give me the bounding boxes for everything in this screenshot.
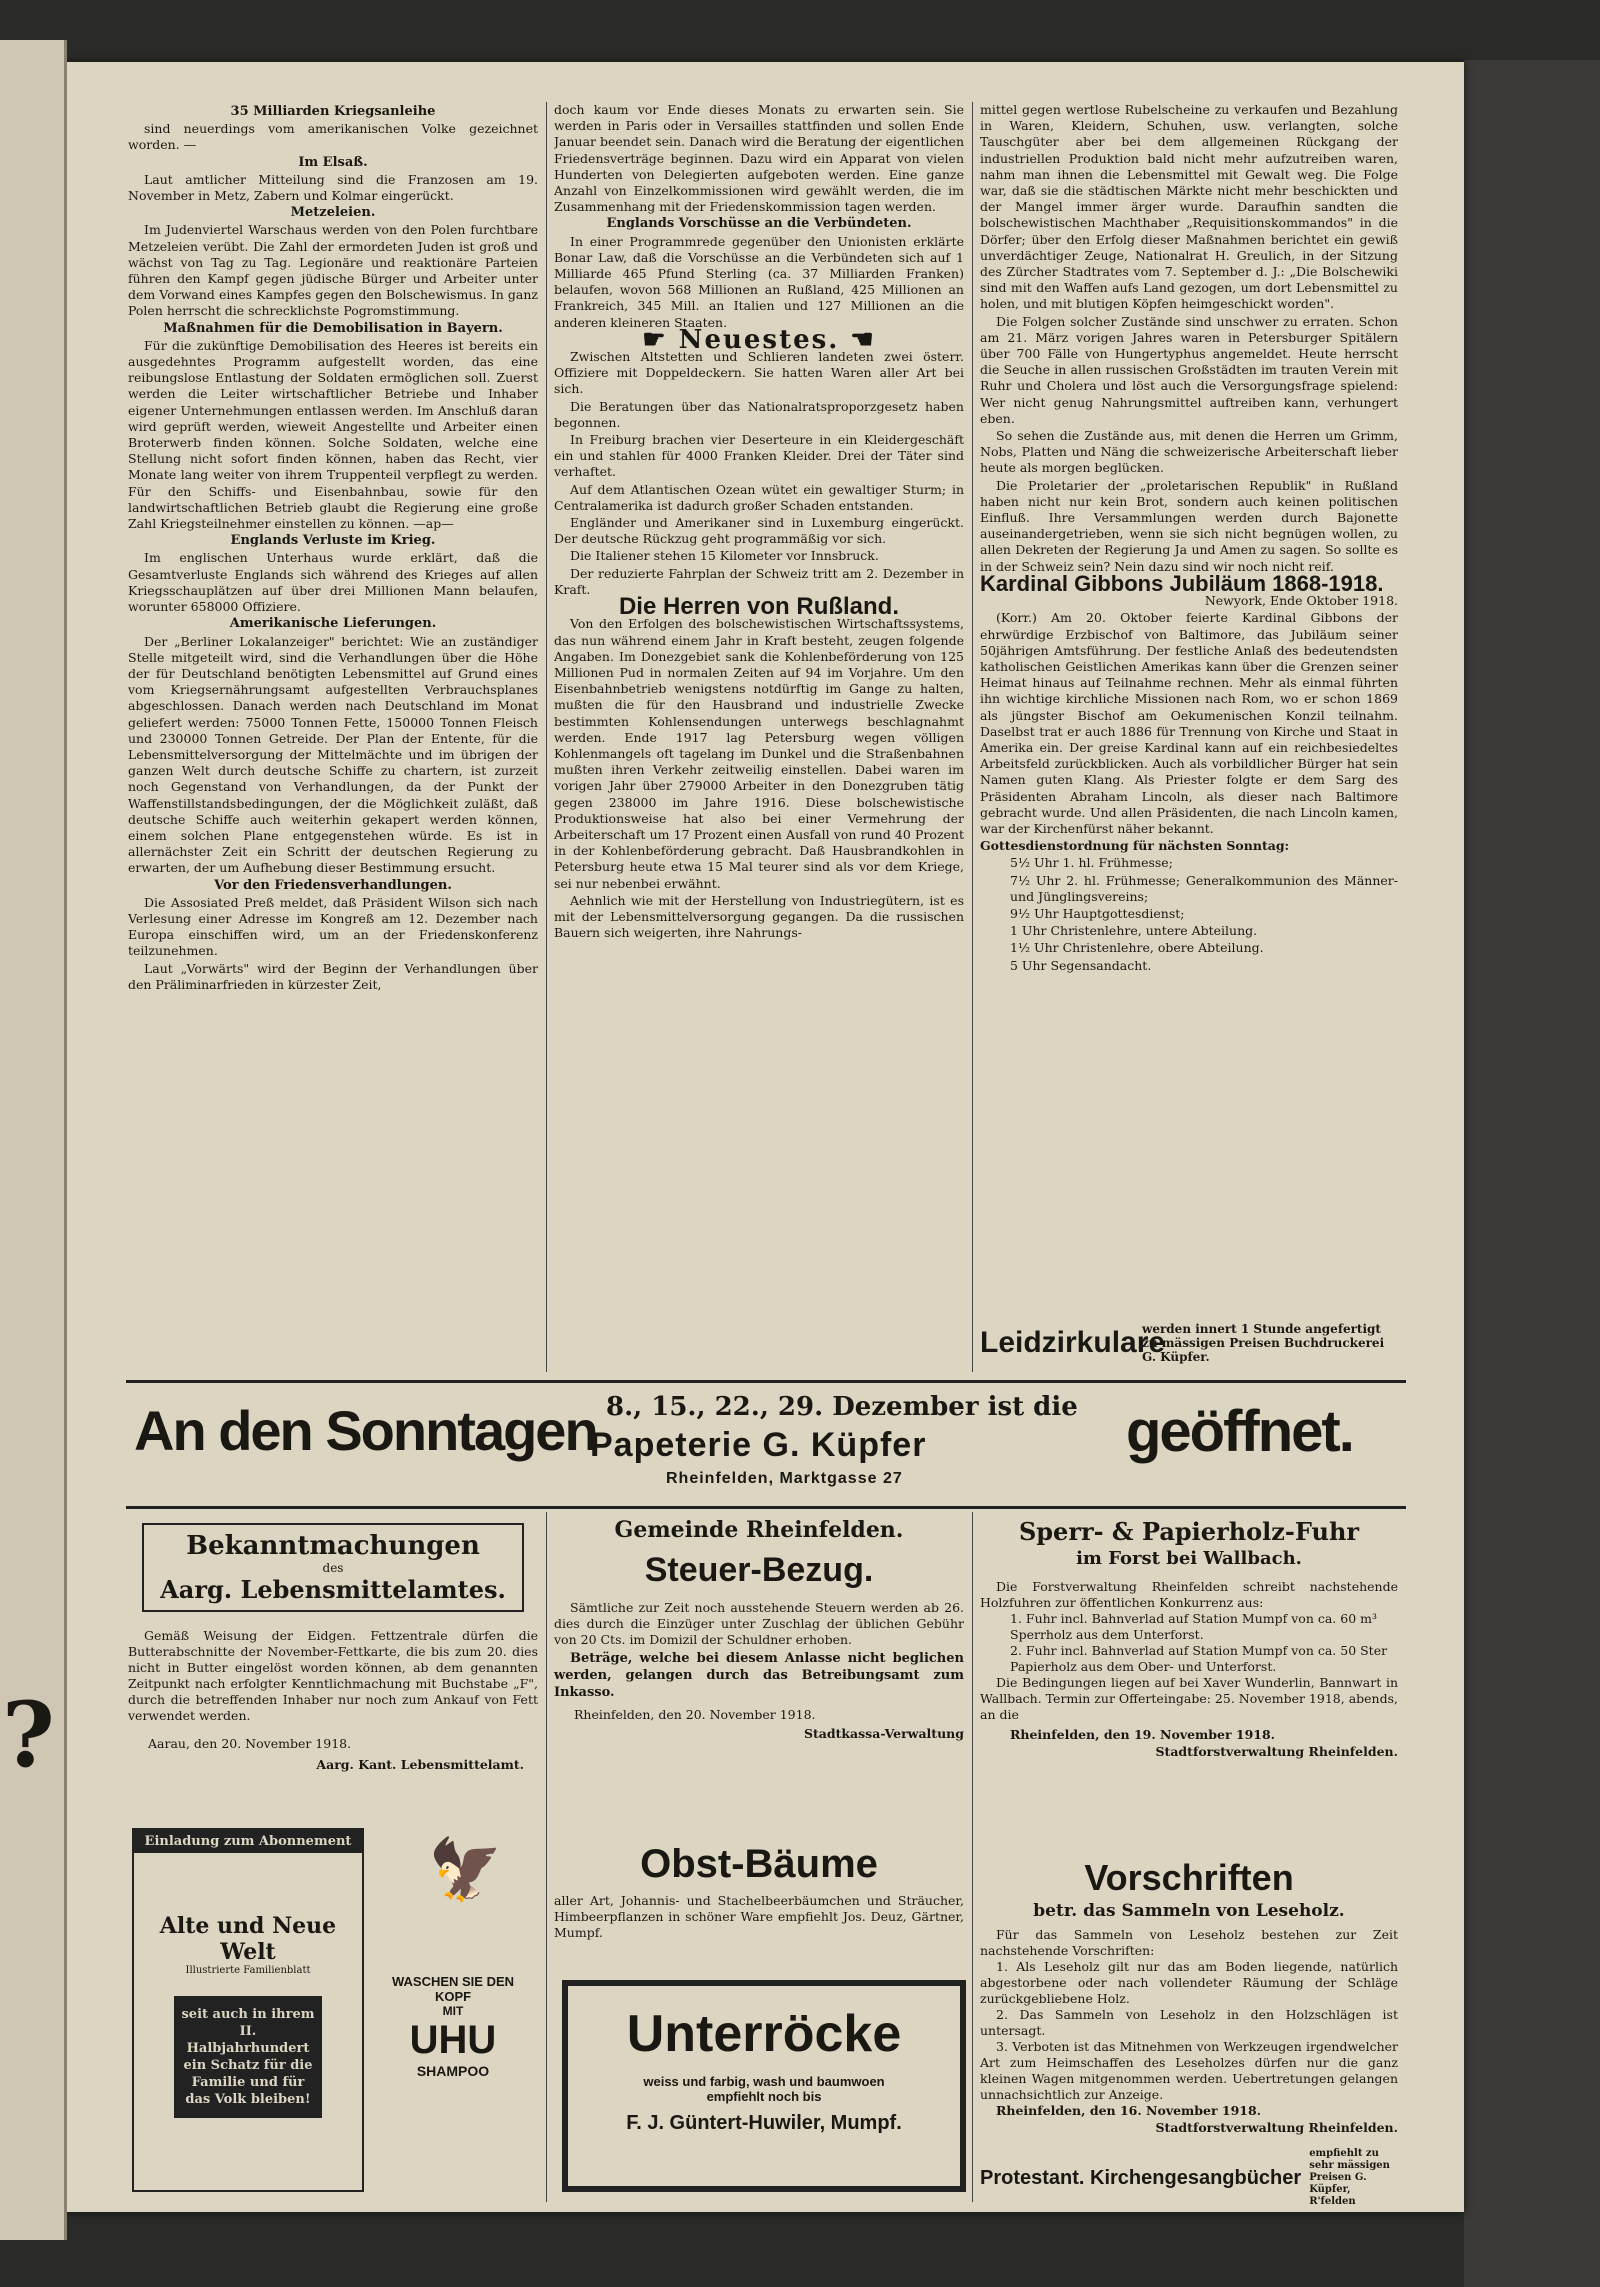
text-paragraph: Aehnlich wie mit der Herstellung von Industriegütern, ist es mit der Lebensmittelversorgung gegangen. Da die russischen Bauern sich weigerten, ihre Nahrungs- [554,892,964,941]
ad-abo-tag: Einladung zum Abonnement [134,1830,362,1853]
column-rule [546,102,547,1372]
section-heading: Im Elsaß. [298,154,368,170]
ad-abo-title: Alte und Neue Welt [159,1913,337,1965]
ad-title-small: des [322,1561,344,1575]
news-item: Zwischen Altstetten und Schlieren landeten zwei österr. Offiziere mit Doppeldeckern. Sie hatten Waren aller Art bei sich. [554,349,964,397]
ad-list-item: 2. Das Sammeln von Leseholz in den Holzschlägen ist untersagt. [980,2007,1398,2038]
top-headline: 35 Milliarden Kriegsanleihe [230,104,436,119]
text-paragraph: doch kaum vor Ende dieses Monats zu erwarten sein. Sie werden in Paris oder in Versailles stattfinden und sollen Ende Januar beendet sein. Danach wird die Beratung der eigentlichen Friedensverträge beginnen. Dazu wird ein Apparat von vielen Hunderten von Delegierten aufgeboten werden. Eine ganze Anzahl von Einzelkommissionen wird gewählt werden, die im Zusammenhang mit der Friedenskommission tagen werden. [554,102,964,215]
eagle-icon: 🦅 [428,1835,503,1905]
ad-list-item: 2. Fuhr incl. Bahnverlad auf Station Mumpf von ca. 50 Ster Papierholz aus dem Ober- und Unterforst. [1010,1643,1388,1674]
text-paragraph: Die Proletarier der „proletarischen Republik" in Rußland haben nicht nur kein Brot, sondern auch keinen politischen Einfluß. Ihre Versammlungen werden durch Bajonette auseinandergetrieben, wenn sie sich nicht begnügen wollen, zu allen Dekreten der Regierung Ja und Amen zu sagen. So sollte es in der Schweiz sein? Nein dazu sind wir noch nicht reif. [980,477,1398,574]
text-paragraph: Im englischen Unterhaus wurde erklärt, daß die Gesamtverluste Englands sich während des Krieges auf allen Kriegsschauplätzen auf über drei Millionen Mann belaufen, worunter 658000 Offiziere. [128,550,538,615]
section-heading: Metzeleien. [290,205,376,221]
schedule-item: 5½ Uhr 1. hl. Frühmesse; [1010,855,1173,871]
article-title: Kardinal Gibbons Jubiläum 1868-1918. [980,570,1384,596]
ad-abo-panel [132,1828,364,2192]
ad-title-large: Unterröcke [626,2005,902,2063]
ad-uhu-line: MIT [442,2004,464,2018]
news-item: Der reduzierte Fahrplan der Schweiz tritt am 2. Dezember in Kraft. [554,565,964,597]
ad-date: Rheinfelden, den 19. November 1918. [1010,1727,1276,1742]
news-item: Die Beratungen über das Nationalratsproporzgesetz haben begonnen. [554,398,964,430]
ad-text: Für das Sammeln von Leseholz bestehen zur Zeit nachstehende Vorschriften: [980,1927,1398,1958]
text-paragraph: Im Judenviertel Warschaus werden von den Polen furchtbare Metzeleien verübt. Die Zahl der ermordeten Juden ist groß und wächst von Tag zu Tag. Legionäre und reaktionäre Parteien führen den Kampf gegen jüdische Bürger und Arbeiter unter dem Vorwand eines Kampfes gegen den Bolschewismus. In ganz Polen herrscht die schrecklichste Pogromstimmung. [128,222,538,319]
ad-title: Gemeinde Rheinfelden. [614,1517,904,1543]
ad-text: empfiehlt zu sehr mässigen Preisen G. Küpfer, R'felden [1309,2148,1390,2207]
ad-title: Protestant. Kirchengesangbücher [980,2166,1302,2189]
ad-text: weiss und farbig, wash und baumwoen [643,2074,885,2089]
pointing-hand-icon: ☚ [850,324,876,355]
text-paragraph: Laut amtlicher Mitteilung sind die Franzosen am 19. November in Metz, Zabern und Kolmar eingerückt. [128,171,538,204]
pointing-hand-icon: ☛ [642,324,668,355]
fragment-letters: ? [2,1682,55,1788]
column-3 [980,102,1398,1302]
ad-text: Die Bedingungen liegen auf bei Xaver Wunderlin, Bannwart in Wallbach. Termin zur Offerteingabe: 25. November 1918, abends, an die [980,1675,1398,1722]
ad-leidzirkulare [980,1316,1400,1370]
text-paragraph: mittel gegen wertlose Rubelscheine zu verkaufen und Bezahlung in Waren, Kleidern, Schuhen, usw. verlangten, solche Tauschgüter aber bei dem allgemeinen Rückgang der industriellen Produktion bald nicht mehr aufzutreiben waren, nahm man ihnen die Lebensmittel mit Gewalt weg. Die Folge war, daß sie die städtischen Märkte nicht mehr beschickten und der Mangel immer ärger wurde. Daraufhin sandten die bolschewistischen Machthaber „Requisitionskommandos" in die Dörfer; über den Erfolg dieser Maßnahmen berichtet ein gewiß unverdächtiger Zeuge, Nationalrat H. Greulich, in der Sitzung des Zürcher Stadtrates vom 7. September d. J.: „Die Bolschewiki sind mit den Waffen aufs Land gezogen, um dort Lebensmittel zu holen, und mit blutigen Köpfen heimgeschickt worden". [980,102,1398,312]
banner-address: Rheinfelden, Marktgasse 27 [666,1470,903,1487]
ad-signature: Aarg. Kant. Lebensmittelamt. [316,1757,524,1772]
ad-title: Aarg. Lebensmittelamtes. [160,1575,506,1604]
adjacent-page-fragment [0,40,67,2240]
section-heading: Vor den Friedensverhandlungen. [214,877,452,893]
ad-title: Bekanntmachungen [186,1531,480,1561]
news-item: Die Italiener stehen 15 Kilometer vor Innsbruck. [570,548,879,564]
ad-date: Rheinfelden, den 20. November 1918. [574,1707,816,1722]
ad-title: Leidzirkulare [980,1326,1166,1359]
text-paragraph: In einer Programmrede gegenüber den Unionisten erklärte Bonar Law, daß die Vorschüsse an die Verbündeten sich auf 1 Milliarde 465 Pfund Sterling (ca. 37 Milliarden Franken) belaufen, wovon 568 Millionen an Rußland, 425 Millionen an Frankreich, 345 Mill. an Italien und 127 Millionen an die anderen kleineren Staaten. [554,233,964,330]
text-paragraph: Laut „Vorwärts" wird der Beginn der Verhandlungen über den Präliminarfrieden in kürzester Zeit, [128,960,538,992]
schedule-item: 1½ Uhr Christenlehre, obere Abteilung. [1010,940,1264,956]
ad-date: Aarau, den 20. November 1918. [148,1736,352,1751]
ad-signature: Stadtkassa-Verwaltung [803,1726,964,1741]
ad-title: im Forst bei Wallbach. [1076,1548,1302,1569]
newspaper-page [62,62,1464,2212]
ad-signature: Stadtforstverwaltung Rheinfelden. [1155,2120,1398,2135]
column-2 [554,102,964,1374]
ad-title-large: Steuer-Bezug. [644,1551,874,1589]
banner-rule-bottom [126,1506,1406,1509]
ad-uhu-line: WASCHEN SIE DEN KOPF [391,1974,515,2004]
column-rule [546,1512,547,2202]
schedule-item: 9½ Uhr Hauptgottesdienst; [1010,905,1185,921]
ad-bekanntmachungen [128,1517,538,1817]
ad-sperr-papierholz [980,1517,1398,1847]
schedule-item: 7½ Uhr 2. hl. Frühmesse; Generalkommunion des Männer- und Jünglingsvereins; [1010,872,1398,904]
ad-abo-box: seit auch in ihrem II. Halbjahrhundert ein Schatz für die Familie und für das Volk bleiben! [174,1996,322,2118]
neuestes-heading: ☛ Neuestes. ☚ [642,324,876,355]
ad-title-box [142,1523,524,1612]
section-heading: Englands Verluste im Krieg. [230,533,436,549]
section-heading: Maßnahmen für die Demobilisation in Bayern. [163,320,503,336]
ad-title-large: Obst-Bäume [640,1842,878,1886]
banner-dates: 8., 15., 22., 29. Dezember ist die [606,1392,1078,1422]
ad-abo-sub: Illustrierte Familienblatt [185,1965,311,1976]
ad-text: empfiehlt noch bis [706,2089,822,2104]
ad-text-bold: Beträge, welche bei diesem Anlasse nicht beglichen werden, gelangen durch das Betreibungsamt zum Inkasso. [554,1651,964,1700]
ad-title-large: Vorschriften [1084,1857,1294,1898]
ad-text: Die Forstverwaltung Rheinfelden schreibt nachstehende Holzfuhren zur öffentlichen Konkurrenz aus: [980,1579,1398,1610]
ad-text: werden innert 1 Stunde angefertigt zu mässigen Preisen Buchdruckerei G. Küpfer. [1142,1322,1385,1364]
article-title: Die Herren von Rußland. [618,593,900,621]
banner-rule-top [126,1380,1406,1383]
ad-uhu-logo: UHU [409,2018,497,2062]
ad-steuer-bezug [554,1517,964,1837]
banner-ad [126,1388,1406,1500]
book-spine [1464,60,1600,2287]
banner-left-text: An den Sonntagen [134,1399,597,1462]
ad-list-item: 1. Fuhr incl. Bahnverlad auf Station Mumpf von ca. 60 m³ Sperrholz aus dem Unterforst. [1010,1611,1377,1642]
ad-kirchengesangbuecher [980,2148,1398,2207]
ad-text: Gemäß Weisung der Eidgen. Fettzentrale dürfen die Butterabschnitte der November-Fettkarte, die bis zum 20. dies nicht in Butter eingelöst worden können, ab dem genannten Zeitpunkt nach erfolgter Kenntlichmachung mit Buchstabe „F", durch die betreffenden Inhaber nur noch zum Ankauf von Fett verwendet werden. [128,1628,538,1723]
schedule-item: 5 Uhr Segensandacht. [1010,957,1152,973]
news-item: Engländer und Amerikaner sind in Luxemburg eingerückt. Der deutsche Rückzug geht programmäßig vor sich. [554,515,964,547]
ad-list-item: 3. Verboten ist das Mitnehmen von Werkzeugen irgendwelcher Art zum Heimschaffen des Leseholzes dürfen nur die ganz kleinen Wagen mitgenommen werden. Uebertretungen gelangen unnachsichtlich zur Anzeige. [980,2039,1398,2102]
dateline: Newyork, Ende Oktober 1918. [1204,593,1398,609]
ad-list-item: 1. Als Leseholz gilt nur das am Boden liegende, natürlich abgestorbene oder nach vollendeter Räumung der Schläge zurückgebliebene Holz. [980,1959,1398,2006]
section-heading: Amerikanische Lieferungen. [229,616,437,632]
news-item: Auf dem Atlantischen Ozean wütet ein gewaltiger Sturm; in Centralamerika ist dadurch großer Schaden entstanden. [554,481,964,513]
ad-vorschriften [980,1857,1398,2147]
ad-text: aller Art, Johannis- und Stachelbeerbäumchen und Sträucher, Himbeerpflanzen in schöner Ware empfiehlt Jos. Deuz, Gärtner, Mumpf. [554,1893,964,1940]
news-item: In Freiburg brachen vier Deserteure in ein Kleidergeschäft ein und stahlen für 4000 Franken Kleider. Drei der Täter sind verhaftet. [554,432,964,480]
ad-obst-baeume [554,1842,964,1972]
ad-uhu-line: SHAMPOO [416,2063,490,2079]
text-paragraph: (Korr.) Am 20. Oktober feierte Kardinal Gibbons der ehrwürdige Erzbischof von Baltimore, das Jubiläum seiner 50jährigen Amtsführung. Der festliche Anlaß des bedeutendsten katholischen Geistlichen Amerikas kann über die Grenzen seiner Heimat hinaus auf Teilnahme rechnen. Mehr als einmal führten ihn wichtige kirchliche Missionen nach Rom, wo er schon 1869 als jüngster Bischof am Oekumenischen Konzil teilnahm. Daselbst trat er auch 1886 für Trennung von Kirche und Staat in Amerika ein. Der greise Kardinal kann auf ein reichbesiedeltes Arbeitsfeld zurückblicken. Auch als vorbildlicher Bürger hat sein Namen guten Klang. Als Priester folgte er dem Sarg des Präsidenten Abraham Lincoln, als dieser nach Baltimore gebracht wurde. Und allen Präsidenten, die nach Lincoln kamen, war der Kirchenfürst näher bekannt. [980,610,1398,836]
ad-abonnement [128,1824,538,2194]
text-paragraph: Die Folgen solcher Zustände sind unschwer zu erraten. Schon am 21. März vorigen Jahres waren in Petersburger Spitälern über 700 Fälle von Hungertyphus angemeldet. Heute herrscht die Seuche in allen russischen Großstädten im trauten Verein mit Ruhr und Cholera und löst auch die Versorgungsfrage spielend: Wer nicht genug Nahrungsmittel auftreiben kann, verhungert eben. [980,313,1398,426]
ad-signature: Stadtforstverwaltung Rheinfelden. [1155,1744,1398,1759]
ad-title: betr. das Sammeln von Leseholz. [1033,1901,1345,1921]
ad-title: Sperr- & Papierholz-Fuhr [1018,1517,1360,1546]
text-paragraph: So sehen die Zustände aus, mit denen die Herren um Grimm, Nobs, Platten und Näng die schweizerische Arbeiterschaft lieber heute als morgen beglücken. [980,428,1398,476]
ad-text: Sämtliche zur Zeit noch ausstehende Steuern werden ab 26. dies durch die Einzüger unter Zuschlag der üblichen Gebühr von 20 Cts. im Domizil der Schuldner erhoben. [554,1600,964,1647]
section-heading: Englands Vorschüsse an die Verbündeten. [606,216,912,232]
column-rule [972,1512,973,2202]
ad-unterroecke [562,1980,966,2192]
text-paragraph: Von den Erfolgen des bolschewistischen Wirtschaftssystems, das nun während einem Jahr in Kraft besteht, zeugen folgende Angaben. Im Donezgebiet sank die Kohlenbeförderung von 125 Millionen Pud in normalen Zeiten auf 94 im Vorjahre. Um den Eisenbahnbetrieb wenigstens notdürftig im Gange zu halten, mußten die für den Hausbrand und industrielle Zwecke bestimmten Kohlensendungen unterwegs beschlagnahmt werden. Ende 1917 lag Petersburg wegen völligen Kohlenmangels oft tagelang im Dunkel und die Straßenbahnen mußten ihren Verkehr zeitweilig einstellen. Dabei waren im vorigen Jahr über 279000 Arbeiter in den Donezgruben tätig gegen 238000 im Jahre 1916. Diese bolschewistische Produktionsweise hat also bei einer Vermehrung der Arbeiterschaft um 17 Prozent einen Ausfall von rund 40 Prozent in der Kohlenbeförderung gebracht. Daß Hausbrandkohlen in Petersburg heute etwa 15 Mal teurer sind als vor dem Kriege, sei nur nebenbei erwähnt. [554,616,964,891]
ad-date: Rheinfelden, den 16. November 1918. [996,2103,1262,2118]
schedule-item: 1 Uhr Christenlehre, untere Abteilung. [1010,923,1258,939]
banner-right-text: geöffnet. [1126,1399,1353,1464]
section-heading: Gottesdienstordnung für nächsten Sonntag: [980,838,1290,854]
ad-text: F. J. Güntert-Huwiler, Mumpf. [626,2112,902,2134]
text-paragraph: Der „Berliner Lokalanzeiger" berichtet: Wie an zuständiger Stelle mitgeteilt wird, sind die Verhandlungen über die Höhe der für Deutschland benötigten Lebensmittel auf Grund eines vom Kriegsernährungsamt aufgestellten Verbrauchsplanes abgeschlossen. Danach werden nach Deutschland im Monat geliefert werden: 75000 Tonnen Fette, 150000 Tonnen Fleisch und 230000 Tonnen Getreide. Der Plan der Entente, für die Lebensmittelversorgung der Mittelmächte und im übrigen der ganzen Welt durch deutsche Schiffe zu chartern, ist zurzeit noch Gegenstand von Verhandlungen, da der Punkt der Waffenstillstandsbedingungen, der die Möglichkeit zuläßt, daß deutsche Schiffe auch weiterhin gekapert werden können, einem solchen Plane entgegenstehen würde. Es ist in allernächster Zeit ein Schritt der deutschen Regierung zu erwarten, der um Aufhebung dieser Bestimmung ersucht. [128,633,538,876]
column-1 [128,104,538,1374]
ad-uhu [378,1974,528,2174]
text-paragraph: sind neuerdings vom amerikanischen Volke gezeichnet worden. — [128,121,538,153]
column-rule [972,102,973,1372]
banner-company: Papeterie G. Küpfer [590,1426,927,1464]
text-paragraph: Für die zukünftige Demobilisation des Heeres ist bereits ein ausgedehntes Programm aufgestellt worden, das eine reibungslose Entlastung der Soldaten ermöglichen soll. Zuerst werden die Leiter wirtschaftlicher Betriebe und Inhaber eigener Unternehmungen entlassen werden. Im Anschluß daran wird geprüft werden, wieweit Angestellte und Arbeiter einen Broterwerb finden können. Solche Soldaten, welche eine Stellung nicht sofort finden können, haben das Recht, vier Monate lang weiter von ihrem Truppenteil verpflegt zu werden. Für den Schiffs- und Eisenbahnbau, sowie für den landwirtschaftlichen Betrieb glaubt die Regierung eine große Zahl Kriegsteilnehmer einstellen zu können. —ap— [128,337,538,532]
text-paragraph: Die Assosiated Preß meldet, daß Präsident Wilson sich nach Verlesung einer Adresse im Kongreß am 12. Dezember nach Europa einschiffen wird, um an der Friedenskonferenz teilzunehmen. [128,894,538,959]
